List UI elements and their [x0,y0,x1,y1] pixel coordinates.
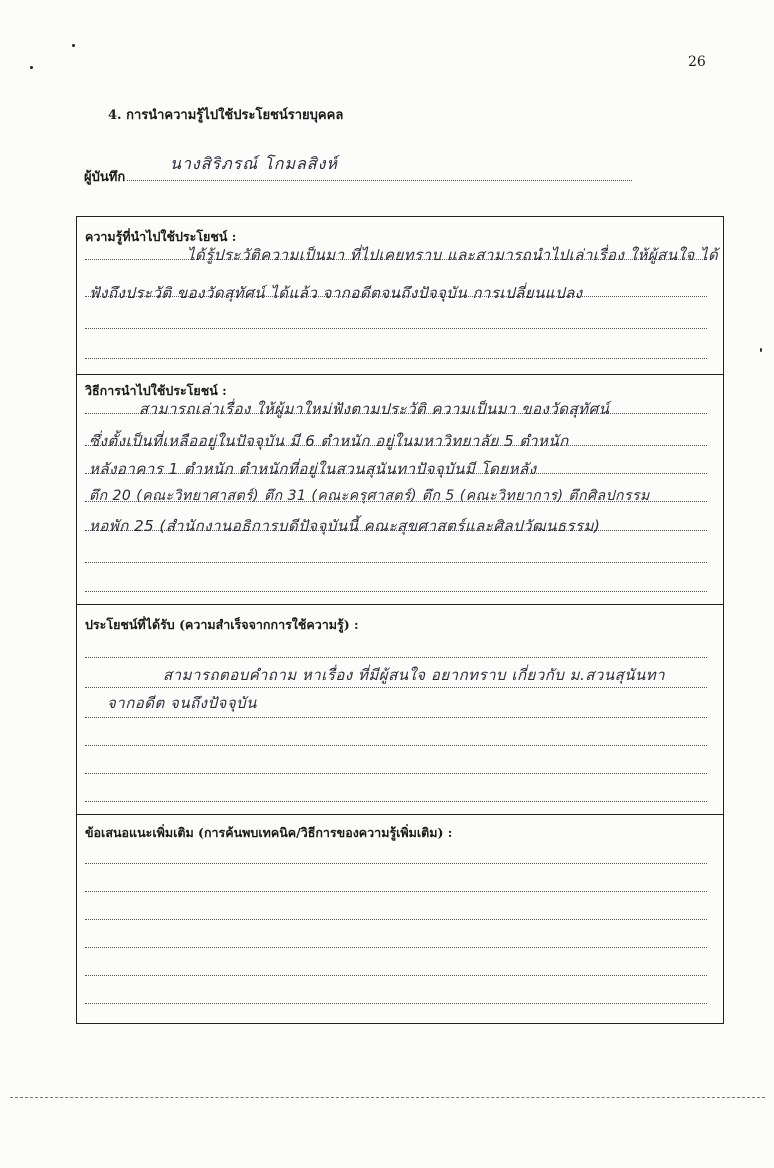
scan-footer-line [10,1097,765,1098]
dotted-line [85,657,707,658]
scan-speck [72,44,75,47]
dotted-line [85,891,707,892]
handwritten-line: ซึ่งตั้งเป็นที่เหลืออยู่ในปัจจุบัน มี 6 ตำหนัก อยู่ในมหาวิทยาลัย 5 ตำหนัก [89,432,569,450]
handwritten-line: หอพัก 25 (สำนักงานอธิการบดีปัจจุบันนี้ คณะสุขศาสตร์และศิลปวัฒนธรรม) [89,517,601,535]
section-label: ประโยชน์ที่ได้รับ (ความสำเร็จจากการใช้ความรู้) : [85,617,359,632]
page-number: 26 [688,54,706,70]
section-additional-suggestions [77,815,723,1023]
handwritten-line: สามารถตอบคำถาม หาเรื่อง ที่มีผู้สนใจ อยากทราบ เกี่ยวกับ ม.สวนสุนันทา [163,666,666,684]
scan-speck [760,348,762,352]
handwritten-line: ตึก 20 (คณะวิทยาศาสตร์) ตึก 31 (คณะครุศาสตร์) ตึก 5 (คณะวิทยาการ) ตึกศิลปกรรม [89,488,650,504]
dotted-line [85,591,707,592]
scan-speck [30,66,33,69]
section-label: ความรู้ที่นำไปใช้ประโยชน์ : [85,229,237,244]
section-benefits-received [77,605,723,815]
dotted-line [85,975,707,976]
handwritten-line: ได้รู้ประวัติความเป็นมา ที่ไปเคยทราบ และสามารถนำไปเล่าเรื่อง ให้ผู้สนใจ ได้ [187,246,719,264]
handwritten-line: ฟังถึงประวัติ ของวัดสุทัศน์ ได้แล้ว จากอดีตจนถึงปัจจุบัน การเปลี่ยนแปลง [89,284,583,302]
dotted-line [85,745,707,746]
dotted-line [85,773,707,774]
dotted-line [85,358,707,359]
form-box [76,216,724,1024]
dotted-line [85,919,707,920]
handwritten-line: จากอดีต จนถึงปัจจุบัน [107,694,257,712]
handwritten-line: สามารถเล่าเรื่อง ให้ผู้มาใหม่ฟังตามประวัติ ความเป็นมา ของวัดสุทัศน์ [139,400,610,418]
dotted-line [85,863,707,864]
dotted-line [85,801,707,802]
dotted-line [85,328,707,329]
dotted-line [85,1003,707,1004]
dotted-line [85,947,707,948]
section-label: ข้อเสนอแนะเพิ่มเติม (การค้นพบเทคนิค/วิธีการของความรู้เพิ่มเติม) : [85,825,453,840]
section-how-to-use [77,375,723,605]
recorder-name-handwriting: นางสิริภรณ์ โกมลสิงห์ [170,154,338,173]
recorder-line [84,166,632,187]
section-label: วิธีการนำไปใช้ประโยชน์ : [85,383,227,398]
section-title: 4. การนำความรู้ไปใช้ประโยชน์รายบุคคล [108,108,344,123]
handwritten-line: หลังอาคาร 1 ตำหนัก ตำหนักที่อยู่ในสวนสุนันทาปัจจุบันมี โดยหลัง [89,460,537,478]
recorder-label: ผู้บันทึก [84,170,126,185]
dotted-line [85,562,707,563]
section-knowledge-used [77,217,723,375]
dotted-line [85,687,707,688]
dotted-line [85,717,707,718]
